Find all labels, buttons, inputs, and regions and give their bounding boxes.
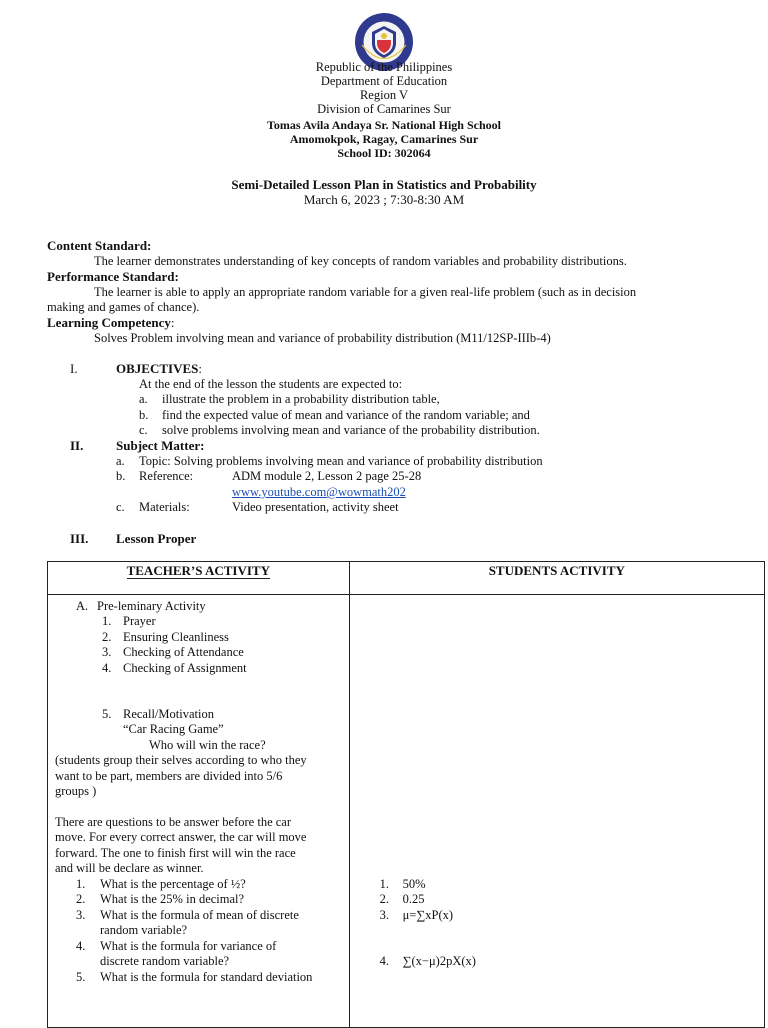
subject-matter-label: Subject Matter: — [116, 438, 205, 453]
question-3-line-2: random variable? — [100, 923, 188, 937]
objectives-intro: At the end of the lesson the students are expected to: — [139, 377, 403, 391]
objectives-colon: : — [198, 361, 202, 376]
lesson-proper-number: III. — [70, 531, 89, 546]
teacher-activity-header — [48, 562, 350, 595]
question-2-number: 2. — [76, 892, 86, 906]
subject-matter-number: II. — [70, 438, 84, 453]
header-region: Region V — [359, 88, 409, 102]
materials-letter: c. — [116, 500, 125, 514]
instructions-line-4: and will be declare as winner. — [55, 861, 204, 875]
list-item-number: 2. — [102, 630, 112, 644]
question-2: What is the 25% in decimal? — [100, 892, 245, 906]
pre-activity-title: Pre-leminary Activity — [97, 599, 206, 613]
answer-4-number: 4. — [379, 954, 389, 968]
list-item-assignment: Checking of Assignment — [123, 661, 247, 675]
list-item-prayer: Prayer — [123, 614, 156, 628]
grouping-note-1: (students group their selves according to who they — [55, 753, 307, 767]
game-question: Who will win the race? — [149, 738, 266, 752]
performance-standard-label: Performance Standard: — [47, 269, 179, 284]
learning-competency-colon: : — [170, 315, 175, 330]
learning-competency-text: Solves Problem involving mean and variance of probability distribution (M11/12SP-IIIb-4) — [94, 331, 551, 345]
content-standard-text: The learner demonstrates understanding of key concepts of random variables and probability distributions. — [94, 254, 627, 268]
list-item-attendance: Checking of Attendance — [123, 645, 244, 659]
answer-2: 0.25 — [402, 892, 425, 906]
lesson-plan-title: Semi-Detailed Lesson Plan in Statistics and Probability — [231, 177, 537, 192]
activity-table — [47, 561, 765, 1028]
objective-c-text: solve problems involving mean and variance of the probability distribution. — [162, 423, 540, 437]
list-item-number: 1. — [102, 614, 112, 628]
list-item-number: 3. — [102, 645, 112, 659]
reference-value: ADM module 2, Lesson 2 page 25-28 — [232, 469, 422, 483]
question-5-number: 5. — [76, 970, 86, 984]
materials-label: Materials: — [139, 500, 190, 514]
reference-link[interactable]: www.youtube.com@wowmath202 — [232, 485, 406, 499]
content-standard-label: Content Standard: — [47, 238, 152, 253]
list-item-cleanliness: Ensuring Cleanliness — [123, 630, 229, 644]
learning-competency-label: Learning Competency — [47, 315, 171, 330]
instructions-line-2: move. For every correct answer, the car will move — [55, 830, 307, 844]
materials-value: Video presentation, activity sheet — [232, 500, 399, 514]
topic-text: Topic: Solving problems involving mean and variance of probability distribution — [139, 454, 543, 468]
list-item-number: 4. — [102, 661, 112, 675]
grouping-note-3: groups ) — [55, 784, 97, 798]
header-school-address: Amomokpok, Ragay, Camarines Sur — [289, 132, 479, 146]
answer-3: μ=∑xP(x) — [402, 908, 454, 922]
teacher-activity-header-text: TEACHER’S ACTIVITY — [126, 563, 270, 578]
header-division: Division of Camarines Sur — [317, 102, 451, 116]
header-department: Department of Education — [320, 74, 448, 88]
pre-activity-letter: A. — [76, 599, 89, 613]
question-1: What is the percentage of ½? — [100, 877, 246, 891]
question-3-line-1: What is the formula of mean of discrete — [100, 908, 299, 922]
question-4-line-1: What is the formula for variance of — [100, 939, 277, 953]
instructions-line-3: forward. The one to finish first will win the race — [55, 846, 296, 860]
recall-number: 5. — [102, 707, 112, 721]
teacher-activity-cell — [48, 595, 350, 1028]
answer-3-number: 3. — [379, 908, 389, 922]
performance-standard-text-1: The learner is able to apply an appropriate random variable for a given real-life problem (such as in decision — [94, 285, 637, 299]
recall-title: Recall/Motivation — [123, 707, 214, 721]
objectives-number: I. — [70, 361, 78, 376]
header-school-id: School ID: 302064 — [337, 146, 431, 160]
lesson-proper-label: Lesson Proper — [116, 531, 197, 546]
grouping-note-2: want to be part, members are divided into 5/6 — [55, 769, 283, 783]
students-activity-header-text: STUDENTS ACTIVITY — [488, 563, 625, 578]
answer-2-number: 2. — [379, 892, 389, 906]
objective-a-text: illustrate the problem in a probability distribution table, — [162, 392, 440, 406]
game-title: “Car Racing Game” — [123, 722, 224, 736]
objective-c-letter: c. — [139, 423, 148, 437]
reference-label: Reference: — [139, 469, 194, 483]
topic-letter: a. — [116, 454, 125, 468]
objective-a-letter: a. — [139, 392, 148, 406]
objective-b-text: find the expected value of mean and variance of the random variable; and — [162, 408, 530, 422]
header-school-name: Tomas Avila Andaya Sr. National High School — [267, 118, 501, 132]
students-activity-header — [349, 562, 764, 595]
question-5: What is the formula for standard deviation — [100, 970, 313, 984]
objectives-label: OBJECTIVES — [116, 361, 199, 376]
lesson-plan-date: March 6, 2023 ; 7:30-8:30 AM — [303, 192, 465, 207]
performance-standard-text-2: making and games of chance). — [47, 300, 200, 314]
header-republic: Republic of the Philippines — [315, 60, 453, 74]
answer-1: 50% — [402, 877, 426, 891]
answer-4: ∑(x−μ)2pX(x) — [402, 954, 476, 968]
objective-b-letter: b. — [139, 408, 149, 422]
question-1-number: 1. — [76, 877, 86, 891]
students-activity-cell — [349, 595, 764, 1028]
instructions-line-1: There are questions to be answer before the car — [55, 815, 291, 829]
question-3-number: 3. — [76, 908, 86, 922]
question-4-line-2: discrete random variable? — [100, 954, 230, 968]
answer-1-number: 1. — [379, 877, 389, 891]
reference-letter: b. — [116, 469, 126, 483]
question-4-number: 4. — [76, 939, 86, 953]
